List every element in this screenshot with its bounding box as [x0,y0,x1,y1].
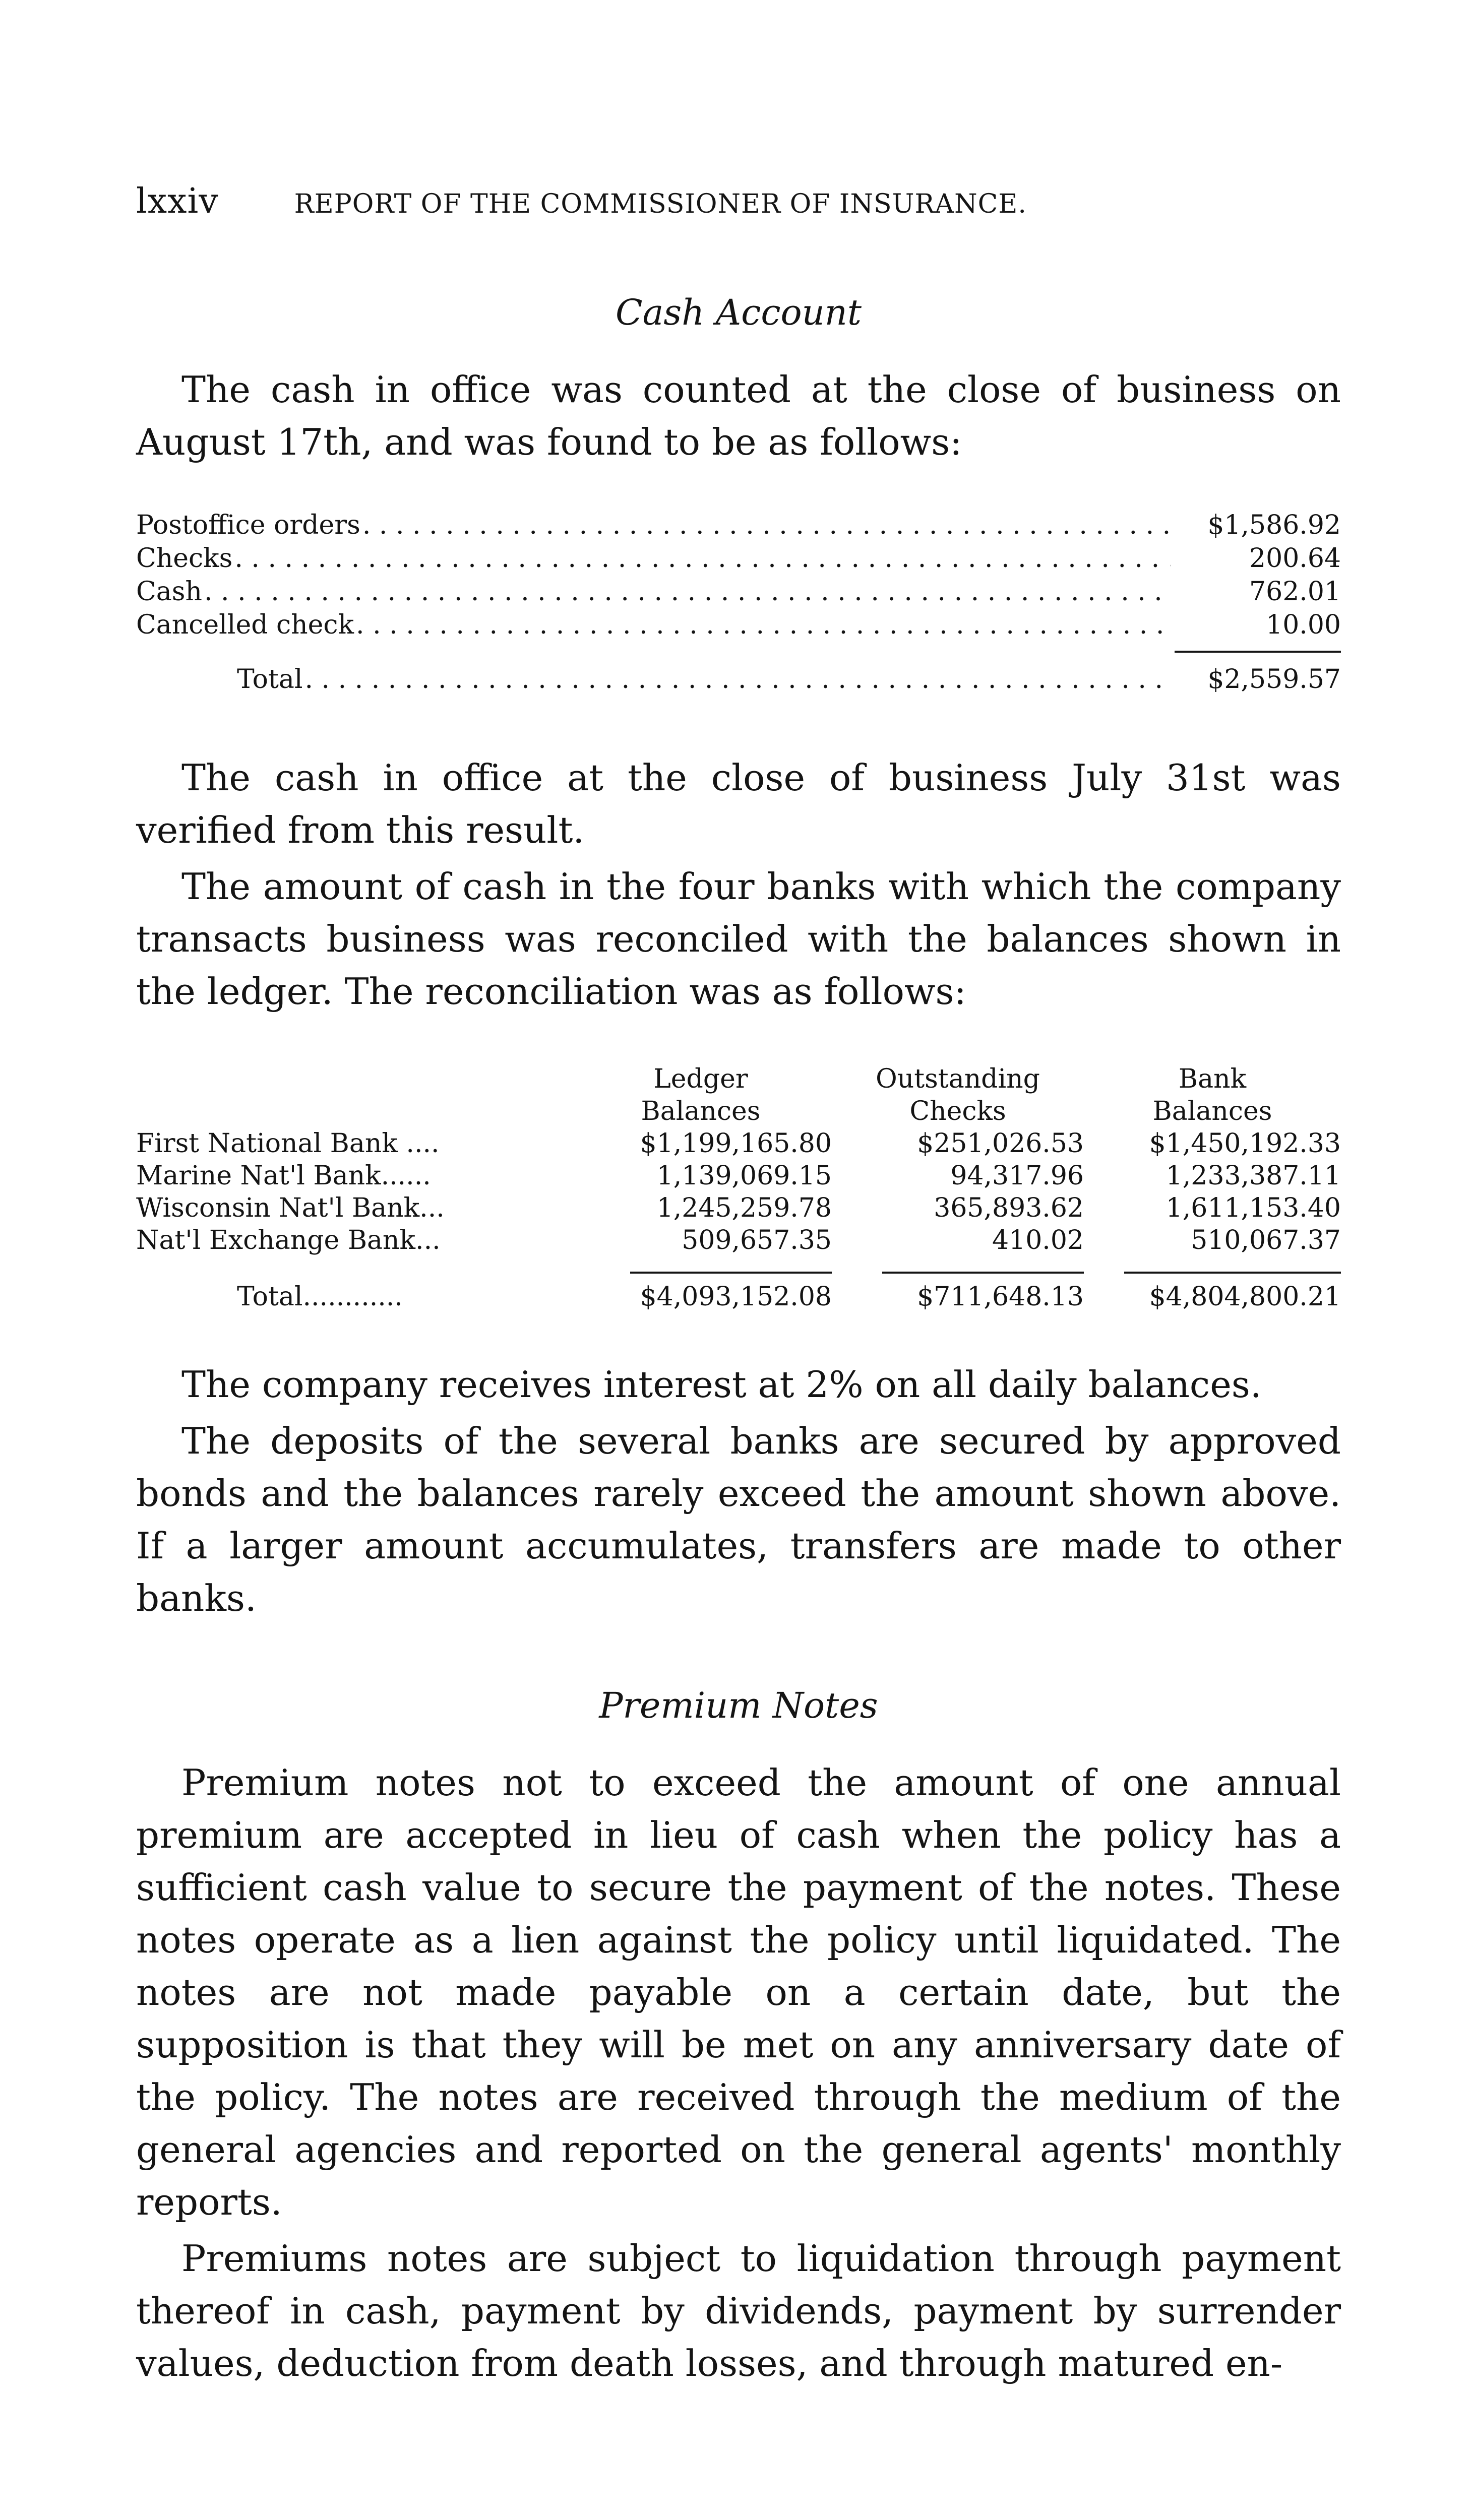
cash-count-list [136,509,1341,696]
cash-item-amount: $1,586.92 [1207,510,1341,540]
ledger-total-rule [630,1272,832,1274]
cash-item-label: Postoffice orders [136,510,360,540]
ledger-balance: 1,139,069.15 [656,1161,832,1191]
dot-leader [362,509,1171,542]
bank-balance: $1,450,192.33 [1149,1128,1341,1159]
header-blank [136,1095,570,1127]
cash-item-row [136,608,1341,642]
outstanding-checks: $251,026.53 [917,1128,1084,1159]
ledger-balance: 509,657.35 [682,1225,832,1255]
bank-name: Marine Nat'l Bank...... [136,1161,431,1191]
deposits-paragraph: The deposits of the several banks are secured by approved bonds and the balances rarely exceed the amount shown above. If a larger amount accumulates, transfers are made to other banks. [136,1420,1341,1619]
outstanding-checks: 94,317.96 [950,1161,1084,1191]
cash-item-row [136,575,1341,608]
outstanding-checks: 365,893.62 [934,1193,1084,1223]
outstanding-total: $711,648.13 [917,1282,1084,1312]
premium-notes-paragraph-1: Premium notes not to exceed the amount of one annual premium are accepted in lieu of cash when the policy has a sufficient cash value to secure the payment of the notes. These notes operate as a lien against the policy until liquidated. The notes are not made payable on a certain date, but the supposition is that they will be met on any anniversary date of the policy. The notes are received through the medium of the general agencies and reported on the general agents' monthly reports. [136,1761,1341,2223]
outstanding-checks: 410.02 [992,1225,1084,1255]
bank-total-label: Total............ [237,1282,403,1312]
cash-item-label: Checks [136,543,233,574]
cash-total-label: Total [237,664,303,695]
outstanding-total-rule [882,1272,1084,1274]
column-header-bank: Bank [1178,1064,1247,1094]
ledger-balance: $1,199,165.80 [640,1128,832,1159]
verified-paragraph: The cash in office at the close of business July 31st was verified from this result. [136,757,1341,851]
bank-balance: 1,233,387.11 [1166,1161,1341,1191]
dot-leader [234,542,1171,575]
bank-balance: 510,067.37 [1191,1225,1341,1255]
cash-intro-paragraph: The cash in office was counted at the close of business on August 17th, and was found to be as follows: [136,368,1341,463]
bank-reconciliation-table [136,1063,1341,1313]
bank-name: Nat'l Exchange Bank... [136,1225,441,1255]
dot-leader [204,575,1171,608]
cash-item-row [136,509,1341,542]
bank-name: Wisconsin Nat'l Bank... [136,1193,445,1223]
page-number: lxxiv [136,181,219,221]
cash-account-title: Cash Account [616,292,862,333]
document-page [136,181,1341,2393]
cash-item-row [136,542,1341,575]
column-header-ledger: Ledger [653,1064,748,1094]
ledger-balance: 1,245,259.78 [656,1193,832,1223]
column-header-bank-sub: Balances [1152,1096,1272,1126]
bank-total-rule [1124,1272,1341,1274]
premium-notes-paragraph-2: Premiums notes are subject to liquidation through payment thereof in cash, payment by dividends, payment by surrender values, deduction from death losses, and through matured en- [136,2237,1341,2384]
running-title: REPORT OF THE COMMISSIONER OF INSURANCE. [294,189,1027,219]
cash-item-amount: 10.00 [1266,610,1341,640]
column-header-ledger-sub: Balances [641,1096,761,1126]
banks-paragraph: The amount of cash in the four banks with which the company transacts business was reconciled with the balances shown in the ledger. The reconciliation was as follows: [136,865,1341,1013]
cash-item-amount: 200.64 [1249,543,1341,574]
bank-total: $4,804,800.21 [1149,1282,1341,1312]
cash-item-label: Cash [136,577,202,607]
running-head [136,181,1341,221]
bank-name: First National Bank .... [136,1128,440,1159]
interest-paragraph: The company receives interest at 2% on all daily balances. [181,1363,1262,1406]
dot-leader [304,663,1171,696]
cash-total-amount: $2,559.57 [1207,664,1341,695]
header-blank [136,1063,570,1095]
premium-notes-title: Premium Notes [599,1685,878,1726]
total-rule [136,651,1341,653]
column-header-outstanding: Outstanding [876,1064,1040,1094]
ledger-total: $4,093,152.08 [640,1282,832,1312]
dot-leader [356,608,1171,642]
bank-balance: 1,611,153.40 [1166,1193,1341,1223]
column-header-outstanding-sub: Checks [909,1096,1006,1126]
rule-blank [136,1256,570,1281]
cash-item-label: Cancelled check [136,610,354,640]
cash-item-amount: 762.01 [1249,577,1341,607]
cash-total-row [136,663,1341,696]
